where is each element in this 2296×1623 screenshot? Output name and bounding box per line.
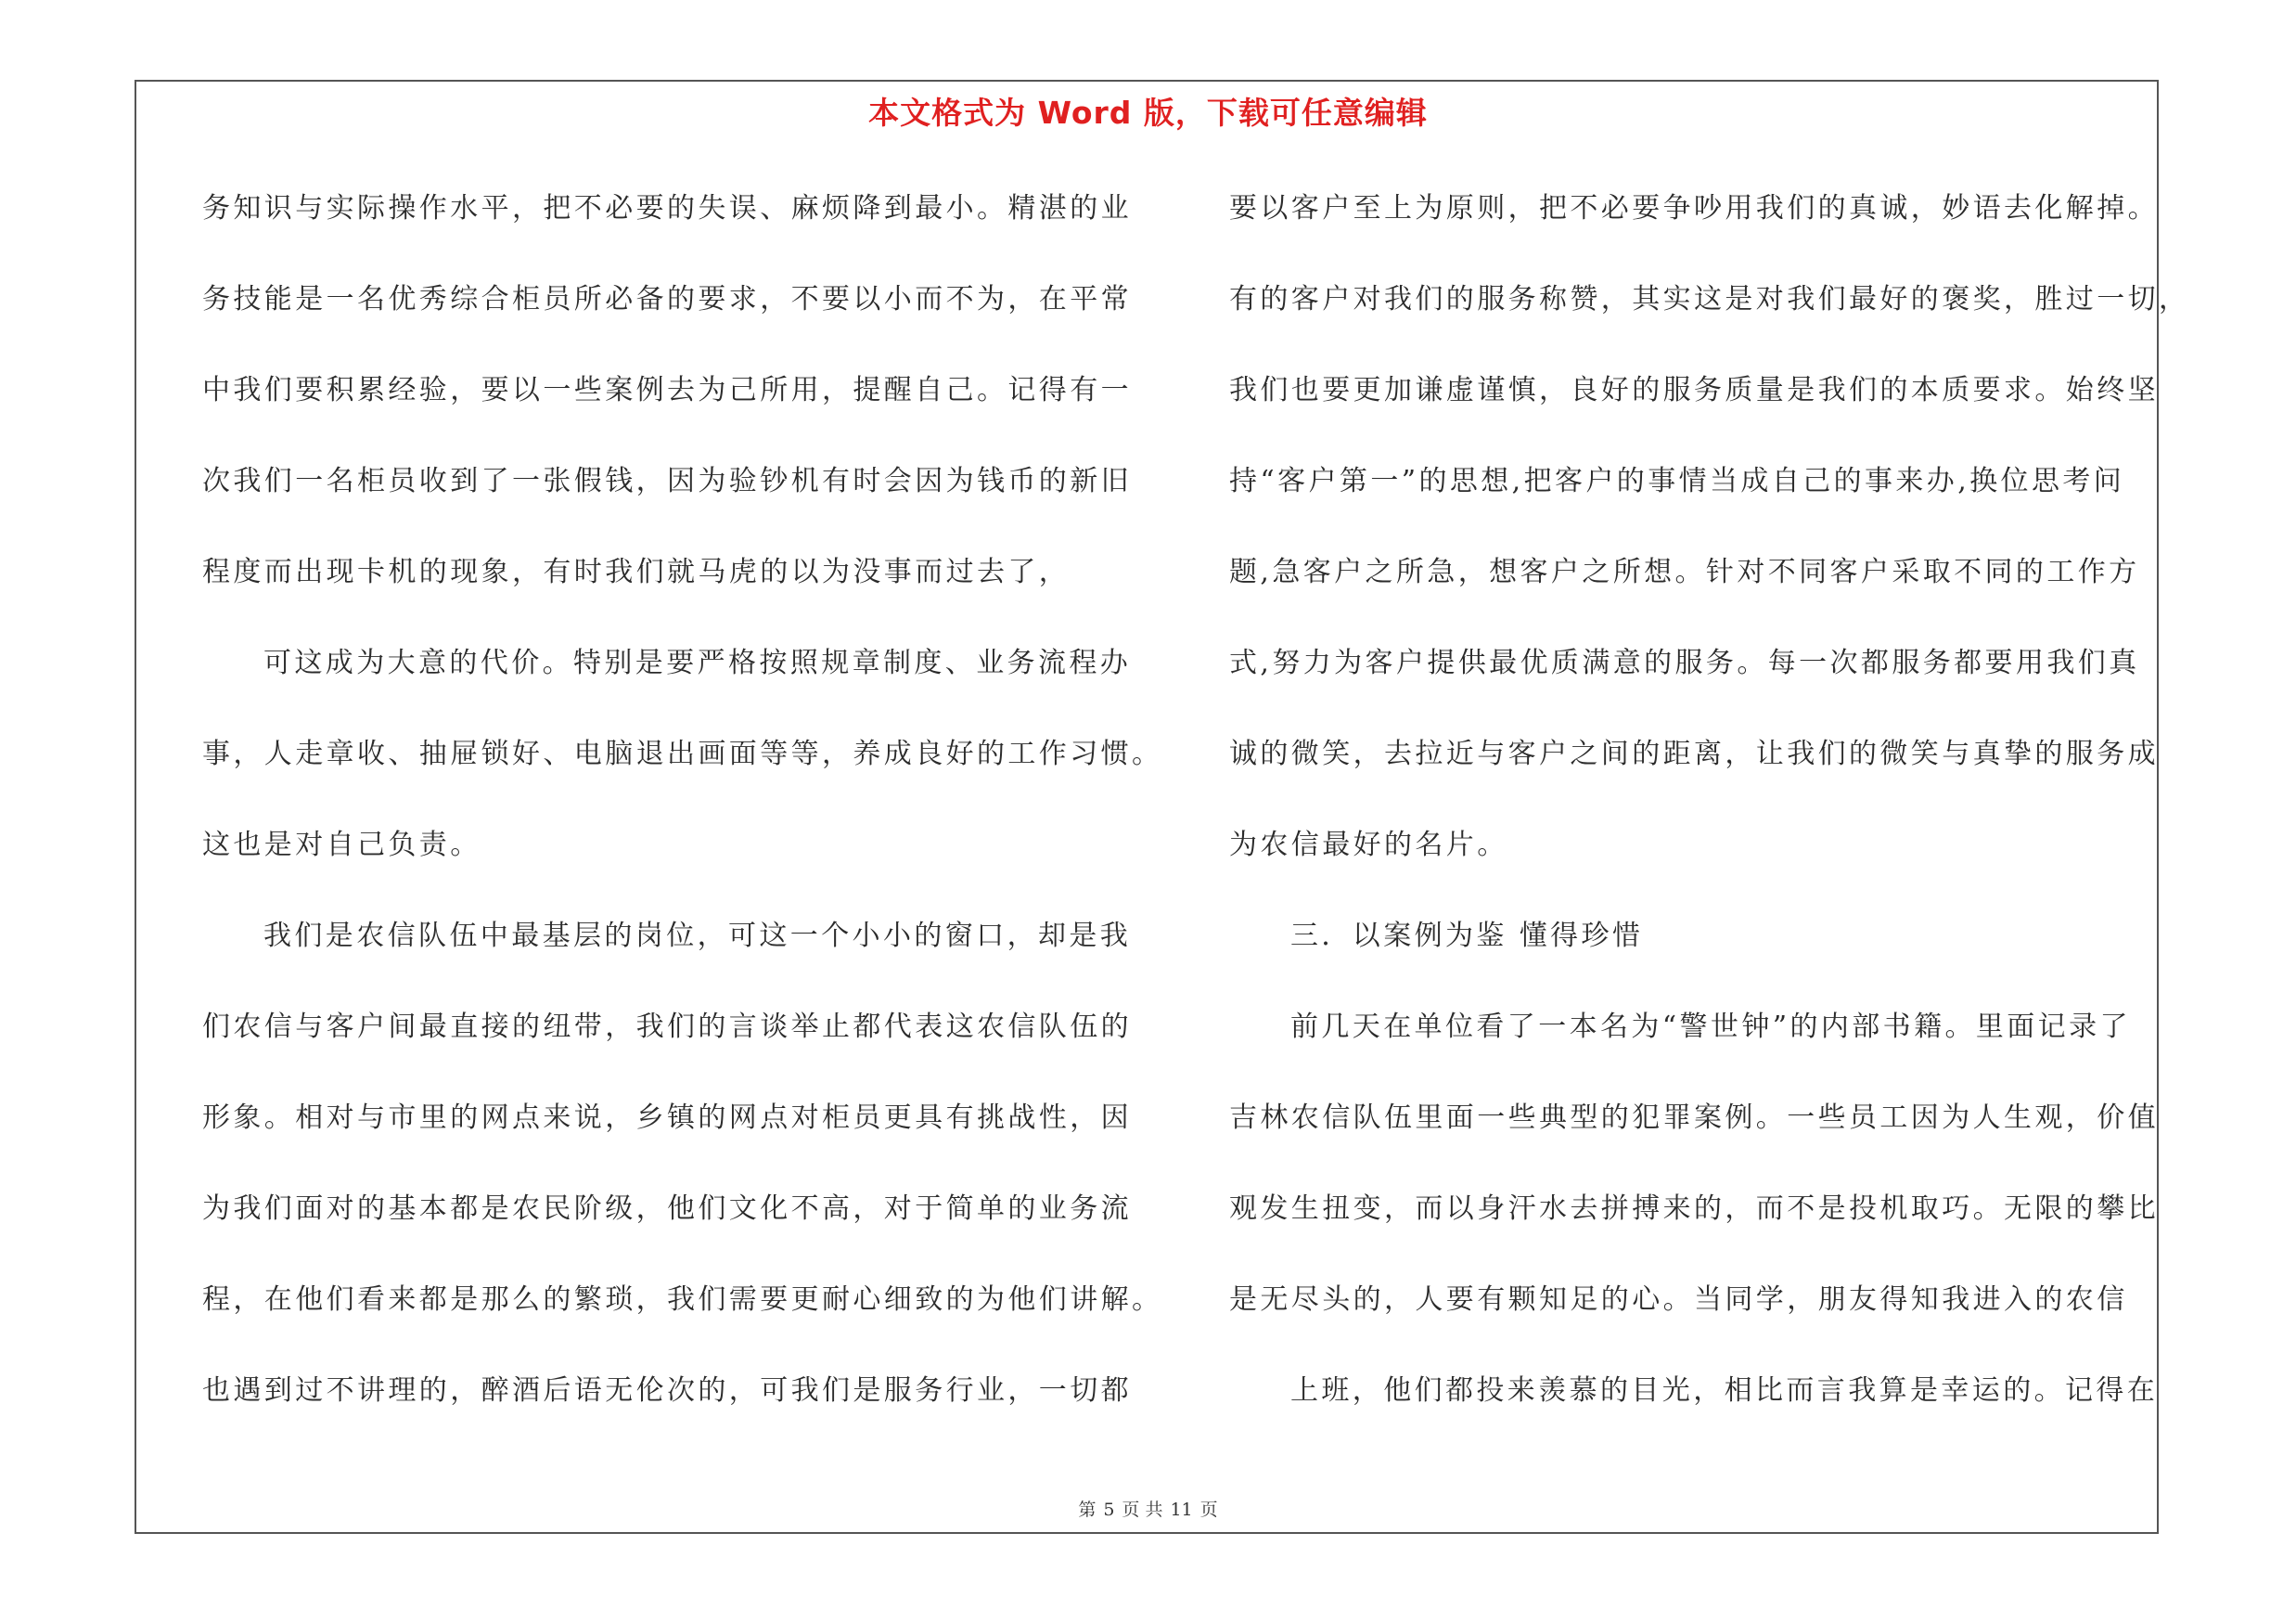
footer-middle: 页 共 [1122, 1500, 1163, 1520]
text-line: 形象。相对与市里的网点来说，乡镇的网点对柜员更具有挑战性，因 [202, 1101, 1132, 1134]
text-line: 诚的微笑，去拉近与客户之间的距离，让我们的微笑与真挚的服务成 [1229, 738, 2159, 770]
footer-total-pages: 11 [1170, 1500, 1193, 1520]
text-line: 有的客户对我们的服务称赞，其实这是对我们最好的褒奖，胜过一切， [1229, 283, 2190, 316]
text-line: 观发生扭变，而以身汗水去拼搏来的，而不是投机取巧。无限的攀比 [1229, 1192, 2159, 1225]
text-line: 持“客户第一”的思想,把客户的事情当成自己的事来办,换位思考问 [1229, 465, 2125, 497]
text-line: 式,努力为客户提供最优质满意的服务。每一次都服务都要用我们真 [1229, 647, 2140, 679]
text-line: 这也是对自己负责。 [202, 829, 481, 861]
text-line: 们农信与客户间最直接的纽带，我们的言谈举止都代表这农信队伍的 [202, 1011, 1132, 1043]
text-line: 为农信最好的名片。 [1229, 829, 1508, 861]
text-line: 次我们一名柜员收到了一张假钱，因为验钞机有时会因为钱币的新旧 [202, 465, 1132, 497]
text-line: 务知识与实际操作水平，把不必要的失误、麻烦降到最小。精湛的业 [202, 192, 1132, 225]
text-line: 吉林农信队伍里面一些典型的犯罪案例。一些员工因为人生观，价值 [1229, 1101, 2159, 1134]
text-line: 为我们面对的基本都是农民阶级，他们文化不高，对于简单的业务流 [202, 1192, 1132, 1225]
text-line: 也遇到过不讲理的，醉酒后语无伦次的，可我们是服务行业，一切都 [202, 1374, 1132, 1407]
text-line: 事，人走章收、抽屉锁好、电脑退出画面等等，养成良好的工作习惯。 [202, 738, 1163, 770]
text-line: 中我们要积累经验，要以一些案例去为己所用，提醒自己。记得有一 [202, 374, 1132, 406]
text-line: 程，在他们看来都是那么的繁琐，我们需要更耐心细致的为他们讲解。 [202, 1283, 1163, 1316]
paragraph-start-line: 可这成为大意的代价。特别是要严格按照规章制度、业务流程办 [263, 647, 1132, 679]
text-line: 要以客户至上为原则，把不必要争吵用我们的真诚，妙语去化解掉。 [1229, 192, 2159, 225]
footer-suffix: 页 [1199, 1500, 1218, 1520]
footer-current-page: 5 [1103, 1500, 1115, 1520]
header-banner: 本文格式为 Word 版，下载可任意编辑 [868, 95, 1428, 131]
text-line: 我们也要更加谦虚谨慎，良好的服务质量是我们的本质要求。始终坚 [1229, 374, 2159, 406]
paragraph-start-line: 上班，他们都投来羡慕的目光，相比而言我算是幸运的。记得在 [1290, 1374, 2159, 1407]
page-number-footer [0, 1496, 2296, 1521]
paragraph-start-line: 前几天在单位看了一本名为“警世钟”的内部书籍。里面记录了 [1290, 1011, 2131, 1043]
footer-prefix: 第 [1078, 1500, 1097, 1520]
text-line: 程度而出现卡机的现象，有时我们就马虎的以为没事而过去了， [202, 556, 1071, 588]
section-heading: 三．以案例为鉴 懂得珍惜 [1290, 920, 1644, 952]
text-line: 题,急客户之所急，想客户之所想。针对不同客户采取不同的工作方 [1229, 556, 2140, 588]
text-line: 是无尽头的，人要有颗知足的心。当同学，朋友得知我进入的农信 [1229, 1283, 2128, 1316]
paragraph-start-line: 我们是农信队伍中最基层的岗位，可这一个小小的窗口，却是我 [263, 920, 1132, 952]
text-line: 务技能是一名优秀综合柜员所必备的要求，不要以小而不为，在平常 [202, 283, 1132, 316]
